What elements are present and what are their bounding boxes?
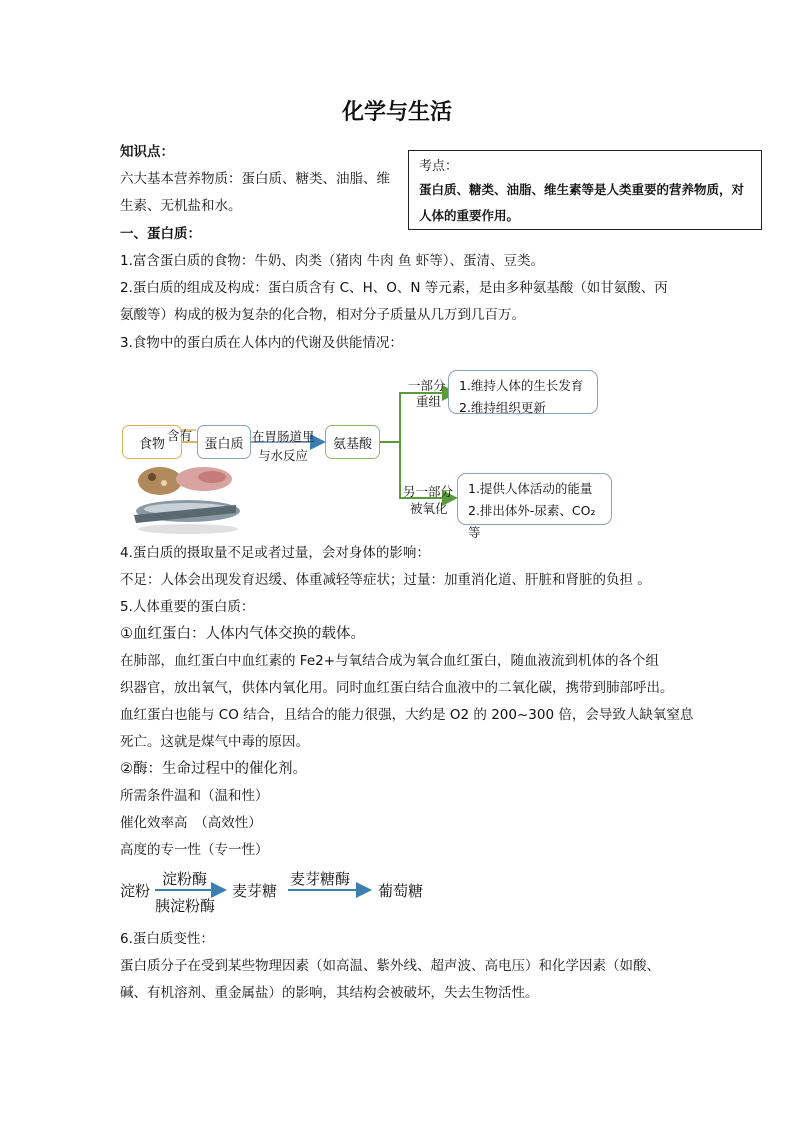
denaturation-heading: 6.蛋白质变性：: [120, 931, 214, 947]
node-food: 食物: [122, 425, 182, 459]
chain-maltase: 麦芽糖酶: [290, 870, 351, 888]
hemoglobin-line1: 在肺部，血红蛋白中血红素的 Fe2+与氧结合成为氧合血红蛋白，随血液流到机体的各个组: [120, 653, 660, 669]
node-protein: 蛋白质: [197, 425, 251, 459]
exam-point-label: 考点：: [419, 159, 459, 174]
result-box-oxidize: [457, 473, 612, 540]
chain-starch: 淀粉: [120, 882, 151, 900]
label-in-gut: 在胃肠道里: [252, 429, 315, 444]
result-box-rebuild: [448, 370, 598, 414]
label-with-water: 与水反应: [258, 448, 309, 463]
food-photo: [132, 463, 242, 535]
important-proteins-heading: 5.人体重要的蛋白质：: [120, 599, 255, 615]
label-part1: 一部分: [408, 378, 446, 393]
chain-maltose: 麦芽糖: [232, 882, 278, 900]
chain-amylase: 淀粉酶: [162, 870, 208, 888]
label-part2: 另一部分: [403, 484, 454, 499]
enzyme-specific: 高度的专一性（专一性）: [120, 842, 269, 858]
exam-point-body: 蛋白质、糖类、油脂、维生素等是人类重要的营养物质，对人体的重要作用。: [419, 182, 745, 223]
result-excretion: 2.排出体外-尿素、CO₂等: [468, 503, 596, 540]
knowledge-intro-line2: 生素、无机盐和水。: [120, 198, 242, 214]
chain-glucose: 葡萄糖: [378, 882, 424, 900]
result-renewal: 2.维持组织更新: [459, 400, 546, 415]
protein-foods: 1.富含蛋白质的食物：牛奶、肉类（猪肉 牛肉 鱼 虾等）、蛋清、豆类。: [120, 253, 545, 269]
enzyme-mild: 所需条件温和（温和性）: [120, 788, 269, 804]
intake-effects: 不足：人体会出现发育迟缓、体重减轻等症状；过量：加重消化道、肝脏和肾脏的负担 。: [120, 572, 651, 588]
denaturation-line2: 碱、有机溶剂、重金属盐）的影响，其结构会被破坏，失去生物活性。: [120, 985, 539, 1001]
hemoglobin-line2: 织器官，放出氧气，供体内氧化用。同时血红蛋白结合血液中的二氧化碳，携带到肺部呼出。: [120, 680, 674, 696]
knowledge-intro-line1: 六大基本营养物质：蛋白质、糖类、油脂、维: [120, 171, 390, 187]
hemoglobin-line4: 死亡。这就是煤气中毒的原因。: [120, 734, 309, 750]
result-growth: 1.维持人体的生长发育: [459, 378, 584, 393]
page-title: 化学与生活: [341, 100, 452, 125]
enzyme-title: ②酶：生命过程中的催化剂。: [120, 761, 307, 777]
label-oxidized: 被氧化: [410, 501, 448, 516]
knowledge-heading: 知识点：: [120, 144, 174, 160]
hemoglobin-line3: 血红蛋白也能与 CO 结合，且结合的能力很强，大约是 O2 的 200~300 倍，会导致人缺氧窒息: [120, 707, 694, 723]
intake-heading: 4.蛋白质的摄取量不足或者过量，会对身体的影响：: [120, 545, 430, 561]
label-rebuild: 重组: [416, 394, 442, 409]
enzyme-efficient: 催化效率高 （高效性）: [120, 815, 262, 831]
protein-composition-line1: 2.蛋白质的组成及构成：蛋白质含有 C、H、O、N 等元素，是由多种氨基酸（如甘氨酸、丙: [120, 280, 668, 296]
section-protein-heading: 一、蛋白质：: [120, 226, 201, 242]
label-contains: 含有: [167, 428, 193, 443]
node-amino-acid: 氨基酸: [325, 425, 380, 459]
hemoglobin-title: ①血红蛋白：人体内气体交换的载体。: [120, 626, 365, 642]
denaturation-line1: 蛋白质分子在受到某些物理因素（如高温、紫外线、超声波、高电压）和化学因素（如酸、: [120, 958, 660, 974]
chain-pancreatic-amylase: 胰淀粉酶: [155, 897, 216, 915]
protein-metabolism-heading: 3.食物中的蛋白质在人体内的代谢及供能情况：: [120, 335, 403, 351]
result-energy: 1.提供人体活动的能量: [468, 481, 593, 496]
protein-composition-line2: 氨酸等）构成的极为复杂的化合物，相对分子质量从几万到几百万。: [120, 307, 525, 323]
